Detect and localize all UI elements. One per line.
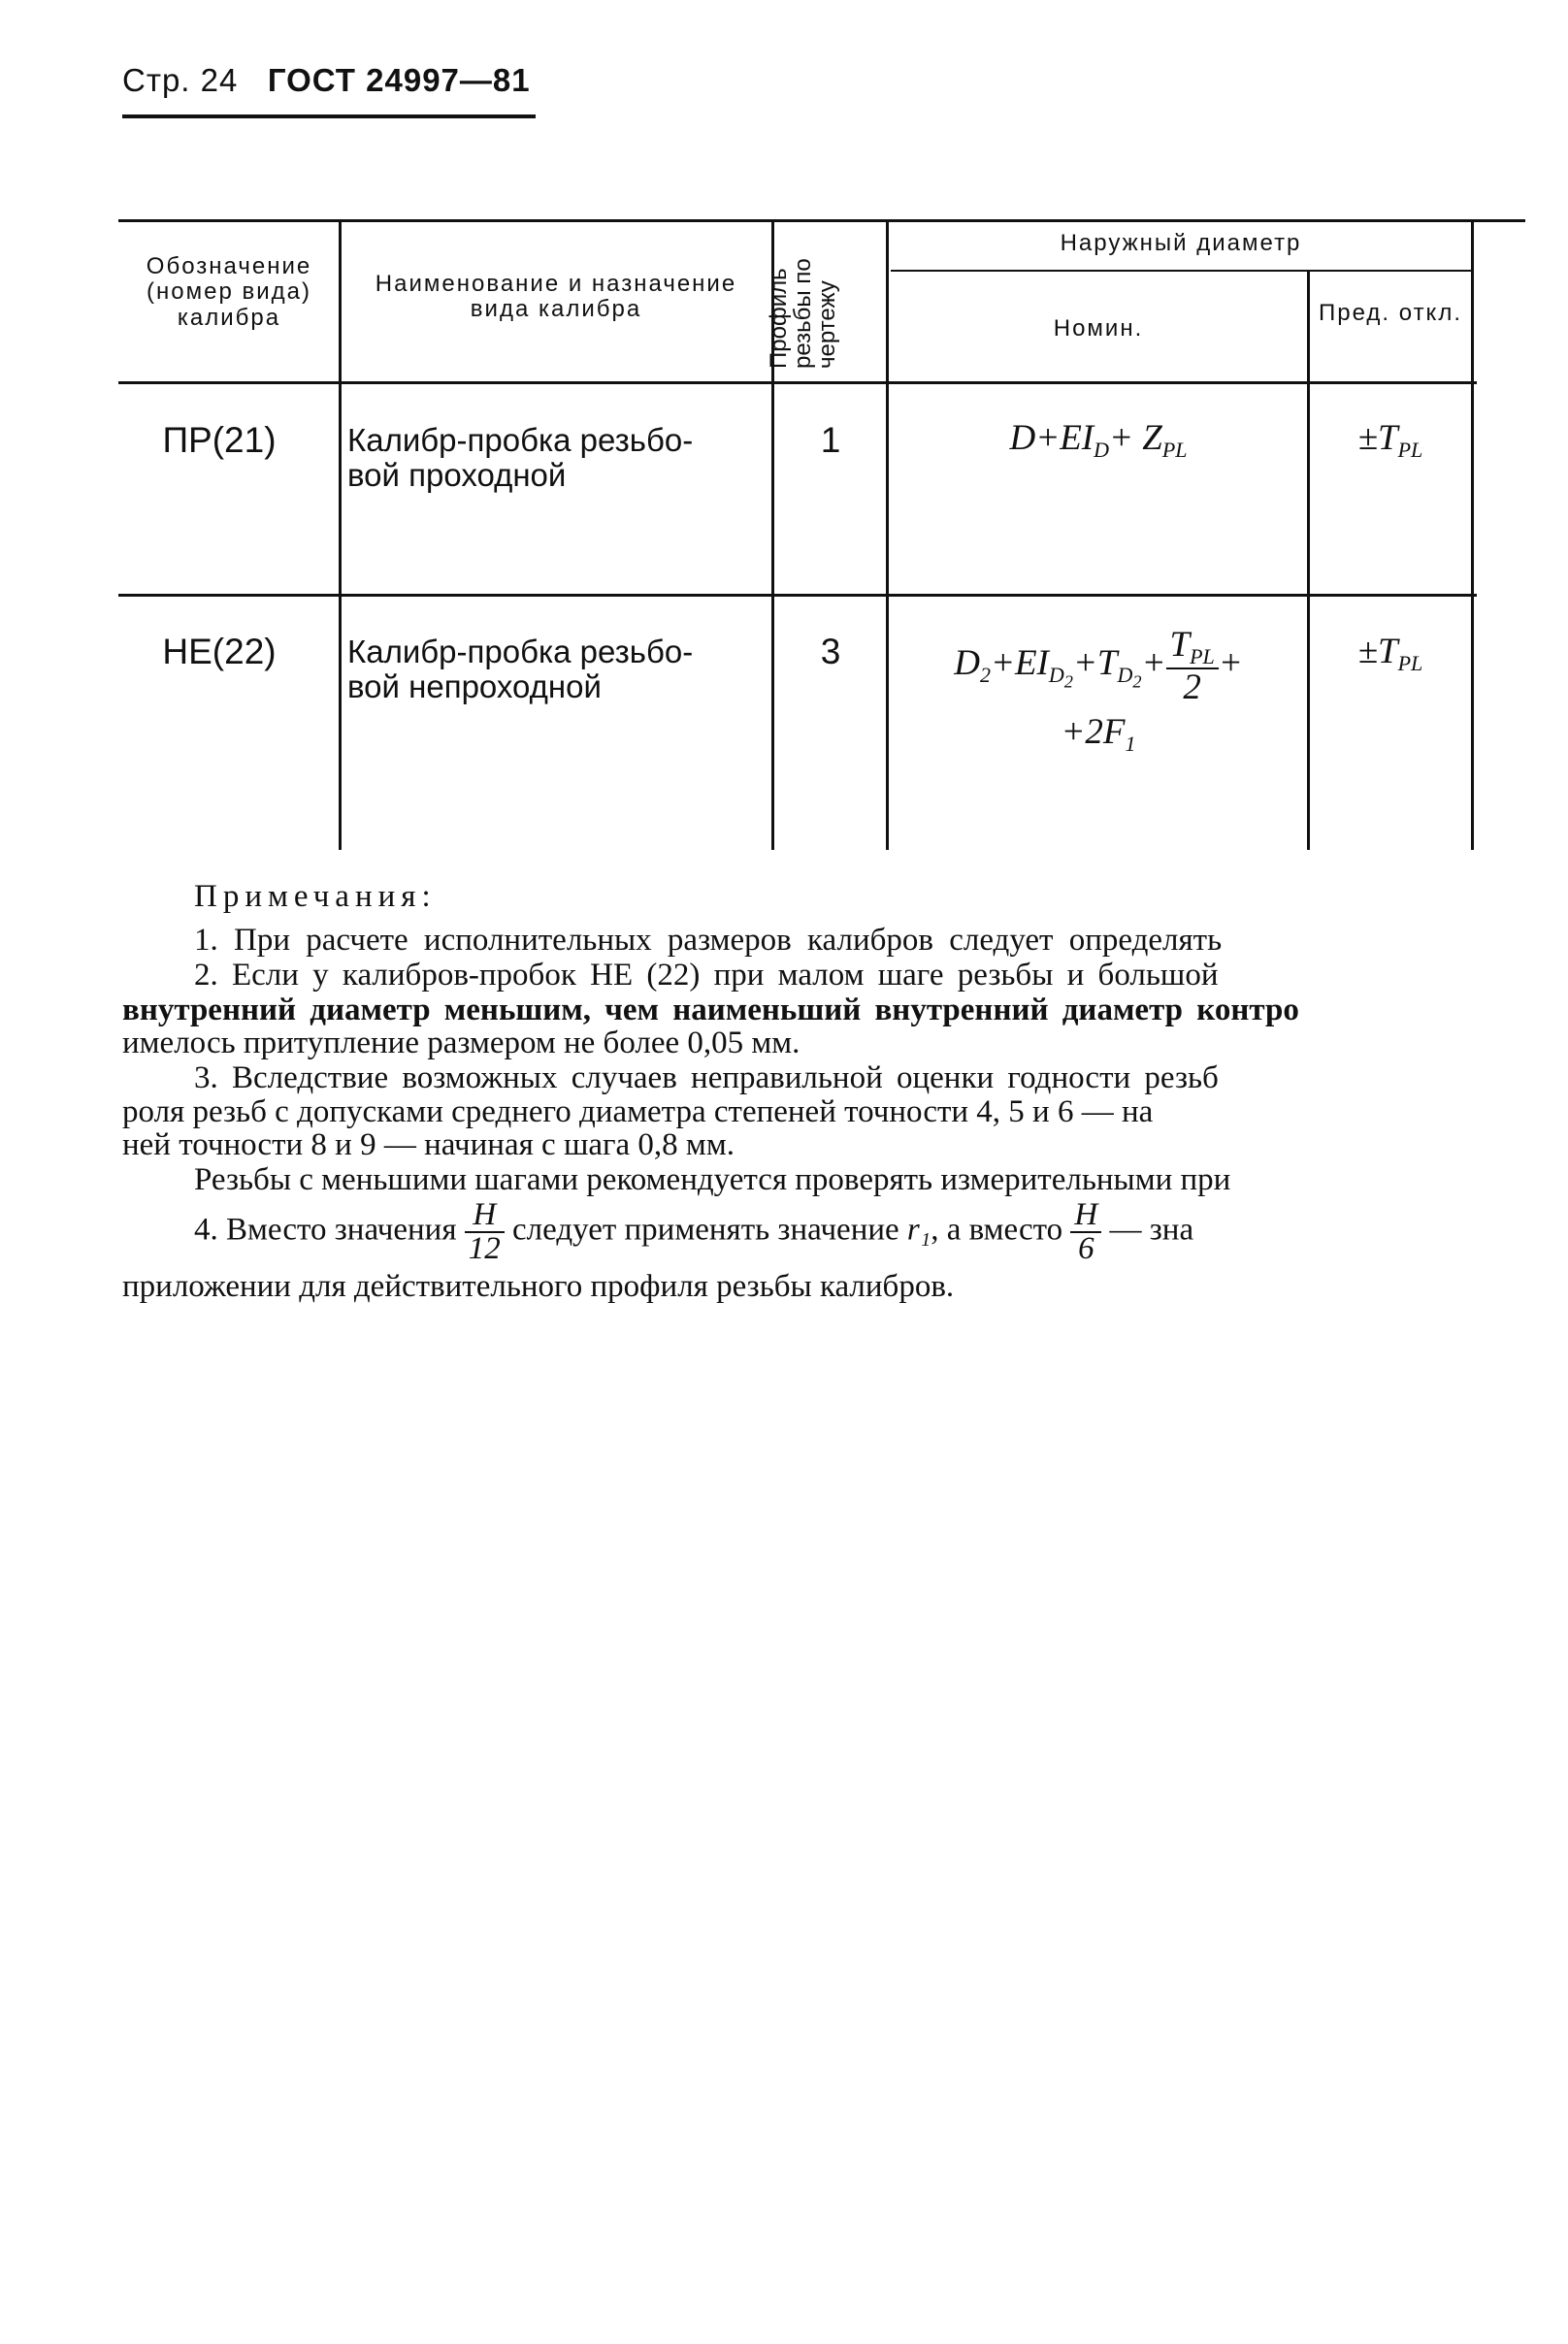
note-3c: ней точности 8 и 9 — начиная с шага 0,8 мм.	[122, 1127, 735, 1162]
formula-text: $D+EI_D+ Z_{PL}$	[1009, 418, 1188, 462]
col-header-deviation: Пред. откл.	[1318, 300, 1462, 326]
note-2c: имелось притупление размером не более 0,05 мм.	[122, 1026, 800, 1060]
col-header-name: Наименование и назначение вида калибра	[375, 271, 737, 323]
row1-name: Калибр-пробка резьбо- вой проходной	[347, 422, 694, 494]
col-header-profile: Профиль резьбы по чертежу	[766, 258, 841, 369]
note-4b: приложении для действительного профиля резьбы калибров.	[122, 1269, 955, 1304]
row2-name: Калибр-пробка резьбо- вой непроходной	[347, 634, 694, 705]
col-header-nominal: Номин.	[1053, 315, 1144, 342]
notes-title: Примечания:	[194, 879, 437, 914]
row2-deviation: $\pm T_{PL}$	[1357, 632, 1423, 675]
fraction-h-6: $\frac{H}{6}$	[1070, 1199, 1101, 1265]
note-2a: 2. Если у калибров-пробок НЕ (22) при малом шаге резьбы и большой	[194, 958, 1219, 993]
note-2b: внутренний диаметр меньшим, чем наименьший внутренний диаметр контро	[122, 993, 1299, 1027]
row2-profile: 3	[820, 632, 841, 671]
row-divider	[118, 594, 1477, 597]
subheader-rule	[891, 270, 1473, 272]
note-3a: 3. Вследствие возможных случаев неправильной оценки годности резьб	[194, 1060, 1219, 1095]
note-1: 1. При расчете исполнительных размеров калибров следует определять	[194, 923, 1223, 958]
col-header-designation: Обозначение (номер вида) калибра	[146, 253, 312, 331]
col-divider-1	[339, 221, 342, 850]
header-rule	[122, 114, 536, 118]
row1-profile: 1	[820, 420, 841, 460]
col-divider-5	[1471, 221, 1474, 850]
note-3d: Резьбы с меньшими шагами рекомендуется проверять измерительными при	[194, 1162, 1231, 1197]
note-3b: роля резьб с допусками среднего диаметра степеней точности 4, 5 и 6 — на	[122, 1094, 1154, 1129]
row2-designation: НЕ(22)	[162, 632, 277, 671]
row1-deviation: $\pm T_{PL}$	[1357, 418, 1423, 462]
header-bottom-rule	[118, 381, 1477, 384]
standard-code: ГОСТ 24997—81	[267, 62, 531, 98]
page-number: Стр. 24	[122, 62, 239, 98]
note-4: 4. Вместо значения $\frac{H}{12}$ следует применять значение r₁, а вместо $\frac{H}{6}$ — зна	[194, 1197, 1194, 1266]
row2-nominal-formula: $D_2+EI_{D_2}+T_{D_2}+$ $\frac{T_{PL}}{2}$ + $+2F_1$	[954, 625, 1243, 756]
table-top-rule	[118, 219, 1525, 222]
row1-designation: ПР(21)	[162, 420, 277, 460]
col-header-outer-diameter: Наружный диаметр	[1060, 230, 1302, 256]
col-divider-4	[1307, 272, 1310, 850]
page-header	[122, 62, 531, 99]
row1-nominal-formula	[891, 419, 1306, 462]
fraction-h-12: $\frac{H}{12}$	[465, 1199, 505, 1265]
